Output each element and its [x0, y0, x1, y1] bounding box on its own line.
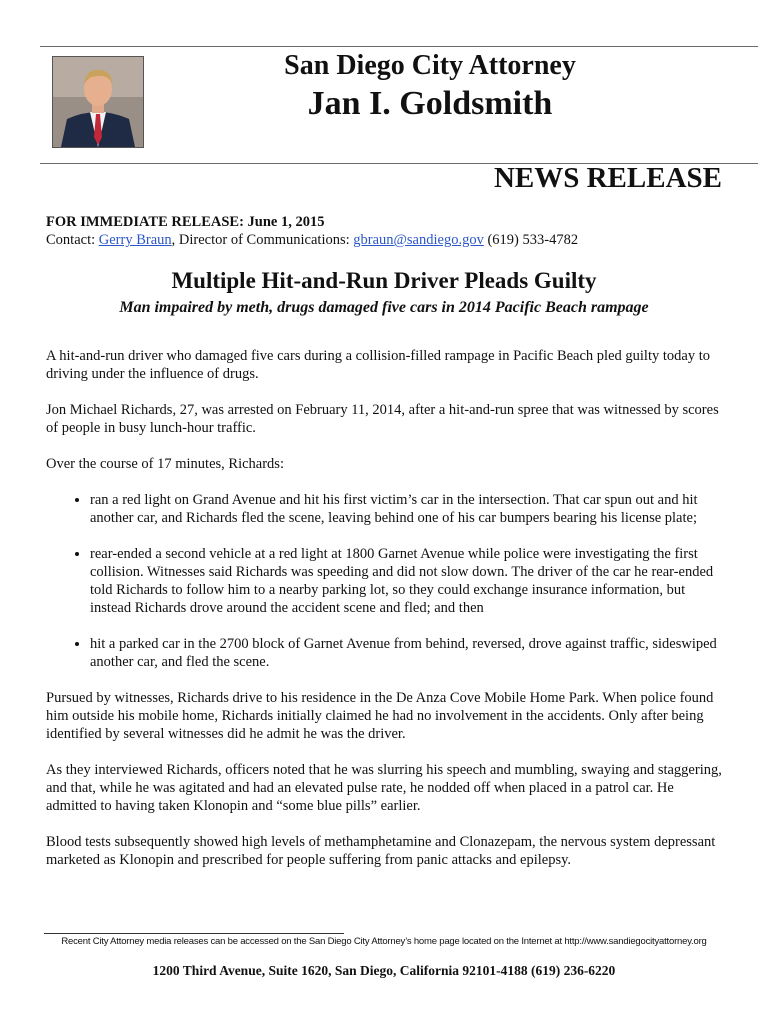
contact-label: Contact: [46, 232, 99, 248]
official-name: Jan I. Goldsmith [307, 85, 553, 122]
list-item: • ran a red light on Grand Avenue and hit his first victim’s car in the intersection. That car spun out and hit another car, and Richards fled the scene, leaving behind one of his car bumpers bearing his license plate; [90, 491, 722, 527]
list-item: • hit a parked car in the 2700 block of Garnet Avenue from behind, reversed, drove against traffic, sideswiped another car, and fled the scene. [90, 635, 722, 671]
portrait-photo [52, 56, 144, 148]
paragraph: Jon Michael Richards, 27, was arrested on February 11, 2014, after a hit-and-run spree that was witnessed by scores of people in busy lunch-hour traffic. [46, 402, 719, 436]
paragraph: Over the course of 17 minutes, Richards: [46, 456, 284, 472]
bullet-list [46, 491, 722, 671]
subheadline: Man impaired by meth, drugs damaged five cars in 2014 Pacific Beach rampage [119, 299, 649, 316]
release-date: FOR IMMEDIATE RELEASE: June 1, 2015 [46, 214, 325, 230]
contact-phone: (619) 533-4782 [483, 232, 579, 248]
contact-title: , Director of Communications: [171, 232, 354, 248]
paragraph: A hit-and-run driver who damaged five cars during a collision-filled rampage in Pacific Beach pled guilty today to driving under the influence of drugs. [46, 348, 710, 382]
contact-email-link[interactable]: gbraun@sandiego.gov [353, 232, 484, 248]
headline: Multiple Hit-and-Run Driver Pleads Guilty [171, 268, 597, 293]
paragraph: Blood tests subsequently showed high levels of methamphetamine and Clonazepam, the nervous system depressant marketed as Klonopin and prescribed for people suffering from panic attacks and epilepsy. [46, 834, 716, 868]
office-address: 1200 Third Avenue, Suite 1620, San Diego, California 92101-4188 (619) 236-6220 [152, 963, 616, 978]
article-body [46, 347, 722, 887]
paragraph: Pursued by witnesses, Richards drive to his residence in the De Anza Cove Mobile Home Park. When police found him outside his mobile home, Richards initially claimed he had no involvement in the accidents. Only after being identified by several witnesses did he admit he was the driver. [46, 690, 714, 742]
footer-note: Recent City Attorney media releases can be accessed on the San Diego City Attorney’s home page located on the Internet at http://www.sandiegocityattorney.org [61, 936, 707, 947]
footer-rule [44, 933, 344, 934]
release-meta [46, 213, 578, 249]
top-rule [40, 46, 758, 47]
contact-name-link[interactable]: Gerry Braun [98, 232, 172, 248]
paragraph: As they interviewed Richards, officers noted that he was slurring his speech and mumbling, swaying and staggering, and that, while he was agitated and had an elevated pulse rate, he nodded off when placed in a patrol car. He admitted to having taken Klonopin and “some blue pills” earlier. [46, 762, 722, 814]
office-title: San Diego City Attorney [284, 50, 576, 81]
list-item: • rear-ended a second vehicle at a red light at 1800 Garnet Avenue while police were investigating the first collision. Witnesses said Richards was speeding and did not slow down. The driver of the car he rear-ended told Richards to follow him to a nearby parking lot, so they could exchange insurance information, but instead Richards drove around the accident scene and fled; and then [90, 545, 722, 617]
release-type: NEWS RELEASE [493, 162, 722, 194]
